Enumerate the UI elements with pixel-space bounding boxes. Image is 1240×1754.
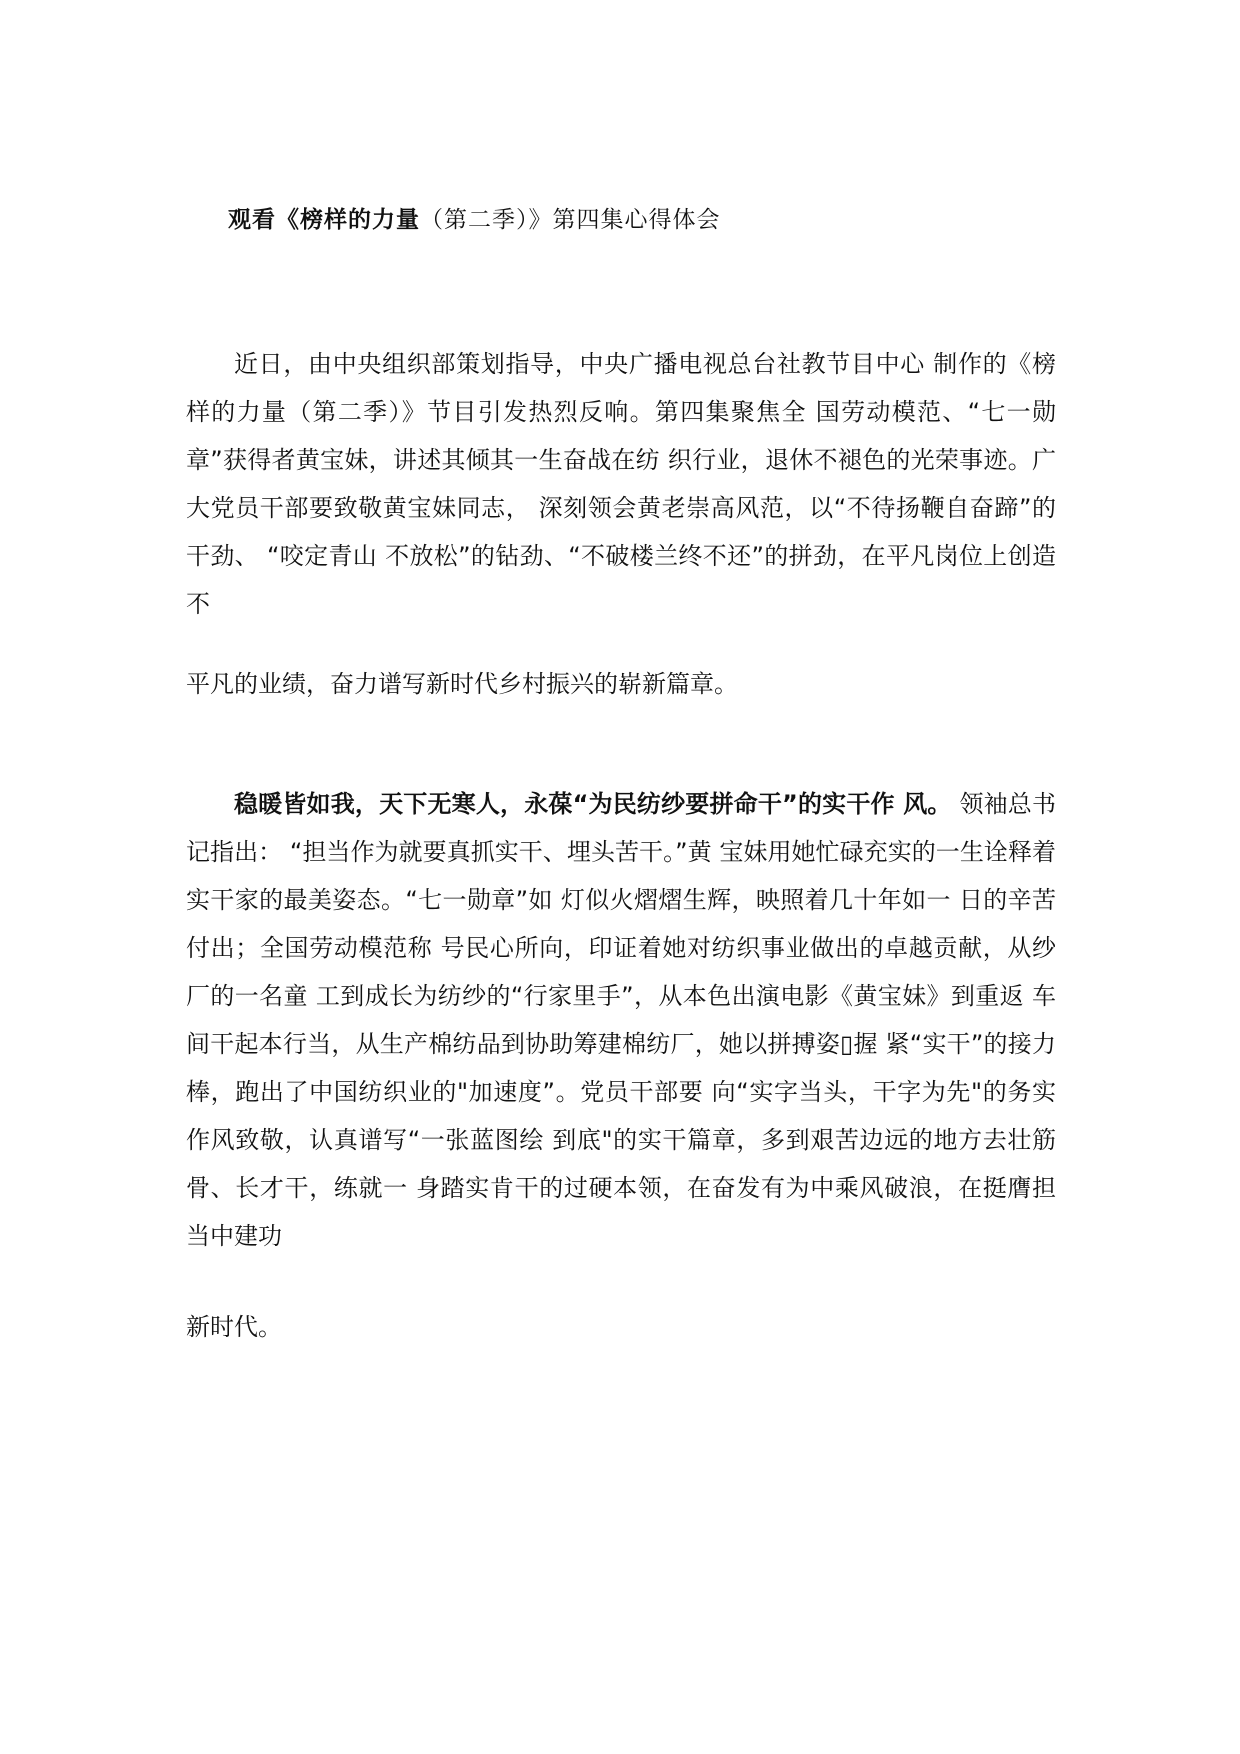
paragraph-2-continuation: 新时代。	[186, 1313, 282, 1341]
paragraph-1: 近日，由中央组织部策划指导，中央广播电视总台社教节目中心 制作的《榜样的力量（第二季）》节目引发热烈反响。第四集聚焦全 国劳动模范、“七一勋章”获得者黄宝妹，讲述其倾其一生奋战在纺 织行业，退休不褪色的光荣事迹。广大党员干部要致敬黄宝妹同志， 深刻领会黄老崇高风范，以“不待扬鞭自奋蹄”的干劲、 “咬定青山 不放松”的钻劲、“不破楼兰终不还”的拼劲，在平凡岗位上创造不	[186, 350, 1056, 618]
paragraph-2-body: 领袖总书记指出： “担当作为就要真抓实干、埋头苦干。”黄 宝妹用她忙碌充实的一生诠释着实干家的最美姿态。“七一勋章”如 灯似火熠熠生辉，映照着几十年如一 日的辛苦付出；全国劳动模范称 号民心所向，印证着她对纺织事业做出的卓越贡献，从纱厂的一名童 工到成长为纺纱的“行家里手”，从本色出演电影《黄宝妹》到重返 车间干起本行当，从生产棉纺品到协助筹建棉纺厂，她以拼搏姿▯握 紧“实干”的接力棒，跑出了中国纺织业的"加速度”。党员干部要 向“实字当头，干字为先"的务实作风致敬，认真谱写“一张蓝图绘 到底"的实干篇章，多到艰苦边远的地方去壮筋骨、长才干，练就一 身踏实肯干的过硬本领，在奋发有为中乘风破浪，在挺膺担当中建功	[186, 790, 1056, 1250]
paragraph-1-continuation: 平凡的业绩，奋力谱写新时代乡村振兴的崭新篇章。	[186, 670, 738, 698]
document-title	[228, 203, 721, 237]
document-title-rest: （第二季）》第四集心得体会	[420, 207, 721, 233]
paragraph-2-lead: 稳暖皆如我，天下无寒人，永葆“为民纺纱要拼命干”的实干作 风。	[234, 790, 952, 818]
document-title-bold: 观看《榜样的力量	[228, 207, 420, 233]
paragraph-2	[186, 780, 1056, 1260]
